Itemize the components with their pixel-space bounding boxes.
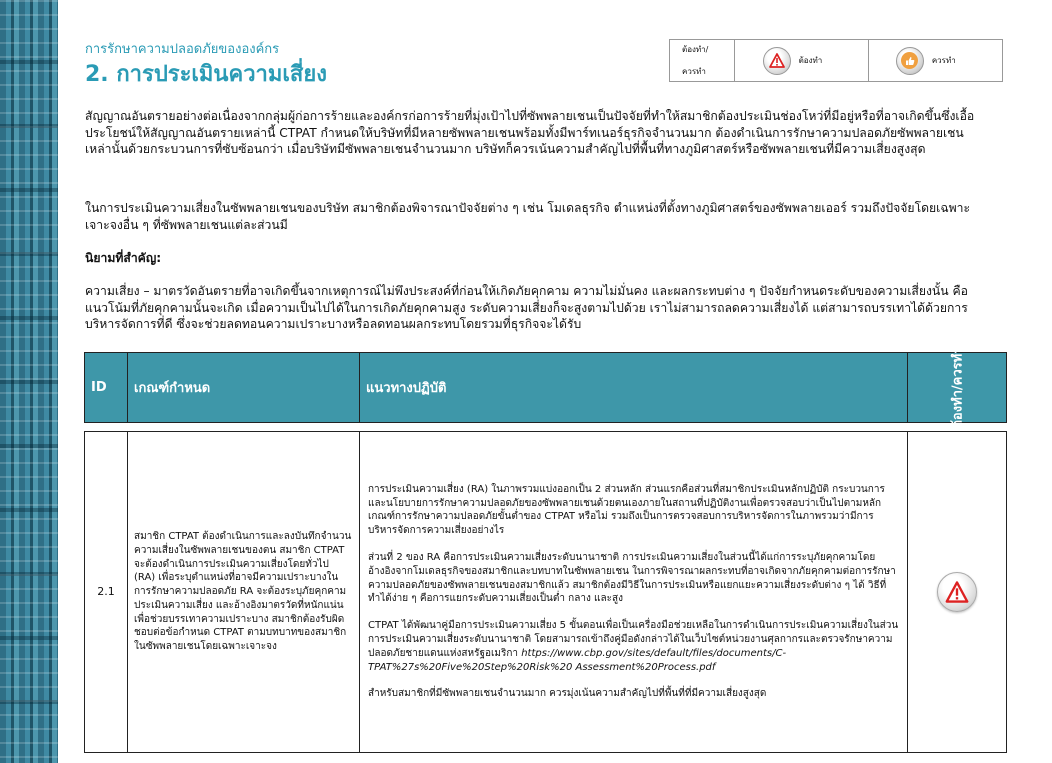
- guidance-url-link[interactable]: https://www.cbp.gov/sites/default/files/documents/C-TPAT%27s%20Five%20Step%20Risk%20 Assessment%20Process.pdf: [368, 647, 787, 673]
- legend-should-label: ควรทำ: [931, 56, 956, 65]
- guidance-paragraph: สำหรับสมาชิกที่มีซัพพลายเชนจำนวนมาก ควรมุ่งเน้นความสำคัญไปที่พื้นที่ที่มีความเสี่ยงสูงสุด: [368, 688, 767, 700]
- risk-definition-paragraph: ความเสี่ยง – มาตรวัดอันตรายที่อาจเกิดขึ้นจากเหตุการณ์ไม่พึงประสงค์ที่ก่อนให้เกิดภัยคุกคาม ความไม่มั่นคง และผลกระทบต่าง ๆ ปัจจัยกำหนดระดับของความเสี่ยงนั้น คือแนวโน้มที่ภัยคุกคามนั้นจะเกิด เมื่อความเป็นไปได้ในการเกิดภัยคุกคามสูง ระดับความเสี่ยงก็จะสูงตามไปด้วย เราไม่สามารถลดความเสี่ยงได้ แต่สามารถบรรเทาได้ด้วยการบริหารจัดการที่ดี ซึ่งจะช่วยลดทอนความเปราะบางหรือลดทอนผลกระทบโดยรวมที่ธุรกิจจะได้รับ: [85, 284, 968, 331]
- legend-should: [869, 40, 1002, 81]
- legend-key-line1: ต้องทำ/: [682, 44, 709, 54]
- page-title: 2. การประเมินความเสี่ยง: [85, 62, 327, 87]
- column-header-id: ID: [85, 353, 128, 422]
- column-header-guidance: แนวทางปฏิบัติ: [360, 353, 908, 422]
- column-header-criteria: เกณฑ์กำหนด: [128, 353, 360, 422]
- guidance-paragraph: [368, 619, 899, 674]
- guidance-paragraph: ส่วนที่ 2 ของ RA คือการประเมินความเสี่ยงระดับนานาชาติ การประเมินความเสี่ยงในส่วนนี้ได้แก่การระบุภัยคุกคามโดยอ้างอิงจากโมเดลธุรกิจของสมาชิกและบทบาทในซัพพลายเชน ในการพิจารณาผลกระทบที่อาจเกิดจากภัยคุกคามต่อการรักษาความปลอดภัยของซัพพลายเชนของสมาชิกแล้ว สมาชิกต้องมีวิธีในการประเมินหรือแยกแยะความเสี่ยงระดับต่าง ๆ ได้ วิธีที่ทำได้ง่าย ๆ คือการแยกระดับความเสี่ยงเป็นต่ำ กลาง และสูง: [368, 552, 896, 605]
- intro-paragraph: สัญญาณอันตรายอย่างต่อเนื่องจากกลุ่มผู้ก่อการร้ายและองค์กรก่อการร้ายที่มุ่งเป้าไปที่ซัพพลายเชนเป็นปัจจัยที่ทำให้สมาชิกต้องประเมินช่องโหว่ที่มีอยู่หรือที่อาจเกิดขึ้นซึ่งเอื้อประโยชน์ให้สัญญาณอันตรายเหล่านี้ CTPAT กำหนดให้บริษัทที่มีหลายซัพพลายเชนพร้อมทั้งมีพาร์ทเนอร์ธุรกิจจำนวนมาก ต้องดำเนินการรักษาความปลอดภัยซัพพลายเชนเหล่านั้นด้วยกระบวนการที่ซับซ้อนกว่า เมื่อบริษัทมีซัพพลายเชนจำนวนมาก บริษัทก็ควรเน้นความสำคัญไปที่พื้นที่ทางภูมิศาสตร์หรือซัพพลายเชนที่มีความเสี่ยงสูงสุด: [85, 109, 975, 156]
- definitions-heading: นิยามที่สำคัญ:: [85, 251, 162, 265]
- table-header: [84, 346, 1007, 429]
- warning-icon: [763, 47, 791, 75]
- guidance-paragraph: การประเมินความเสี่ยง (RA) ในภาพรวมแบ่งออกเป็น 2 ส่วนหลัก ส่วนแรกคือส่วนที่สมาชิกประเมินหลักปฏิบัติ กระบวนการ และนโยบายการรักษาความปลอดภัยของซัพพลายเชนด้วยตนเองภายในสถานที่ปฏิบัติงานเพื่อตรวจสอบว่าเป็นไปตามหลักเกณฑ์การรักษาความปลอดภัยขั้นต่ำของ CTPAT หรือไม่ รวมถึงเป็นการตรวจสอบการบริหารจัดการในภาพรวมว่ามีการบริหารจัดการความเสี่ยงอย่างไร: [368, 483, 885, 537]
- row-criteria: สมาชิก CTPAT ต้องดำเนินการและลงบันทึกจำนวนความเสี่ยงในซัพพลายเชนของตน สมาชิก CTPAT จะต้องดำเนินการประเมินความเสี่ยงโดยทั่วไป (RA) เพื่อระบุตำแหน่งที่อาจมีความเปราะบางในการรักษาความปลอดภัย RA จะต้องระบุภัยคุกคาม ประเมินความเสี่ยง และอ้างอิงมาตรวัดที่หนักแน่นเพื่อช่วยบรรเทาความเปราะบาง สมาชิกต้องรับผิดชอบต่อข้อกำหนด CTPAT ตามบทบาทของสมาชิกในซัพพลายเชนโดยเฉพาะเจาะจง: [128, 432, 360, 752]
- row-id: 2.1: [85, 432, 128, 752]
- thumbs-up-icon: [896, 47, 924, 75]
- decorative-side-strip: [0, 0, 58, 763]
- row-guidance: [360, 432, 908, 752]
- guidance-text: CTPAT ได้พัฒนาคู่มือการประเมินความเสี่ยง 5 ขั้นตอนเพื่อเป็นเครื่องมือช่วยเหลือในการดำเนินการประเมินความเสี่ยงในส่วนการประเมินความเสี่ยงระดับนานาชาติ โดยสามารถเข้าถึงคู่มือดังกล่าวได้ในเว็บไซต์หน่วยงานศุลกากรและตรวจรักษาความปลอดภัยชายแดนแห่งสหรัฐอเมริกา: [368, 620, 899, 659]
- legend-must: [735, 40, 869, 81]
- legend: [669, 39, 1003, 82]
- column-header-flag: [908, 346, 1006, 429]
- assessment-paragraph: ในการประเมินความเสี่ยงในซัพพลายเชนของบริษัท สมาชิกต้องพิจารณาปัจจัยต่าง ๆ เช่น โมเดลธุรกิจ ตำแหน่งที่ตั้งทางภูมิศาสตร์ของซัพพลายเออร์ รวมถึงปัจจัยโดยเฉพาะเจาะจงอื่น ๆ ที่ซัพพลายเชนแต่ละส่วนมี: [85, 201, 971, 232]
- section-subtitle: การรักษาความปลอดภัยขององค์กร: [85, 42, 280, 57]
- legend-key: [670, 40, 735, 81]
- legend-key-line2: ควรทำ: [682, 66, 706, 76]
- table-row: [84, 431, 1007, 753]
- legend-must-label: ต้องทำ: [798, 56, 823, 65]
- column-header-flag-label: ต้องทำ/ควรทำ: [950, 346, 966, 429]
- row-flag: [908, 432, 1006, 752]
- warning-icon: [937, 572, 977, 612]
